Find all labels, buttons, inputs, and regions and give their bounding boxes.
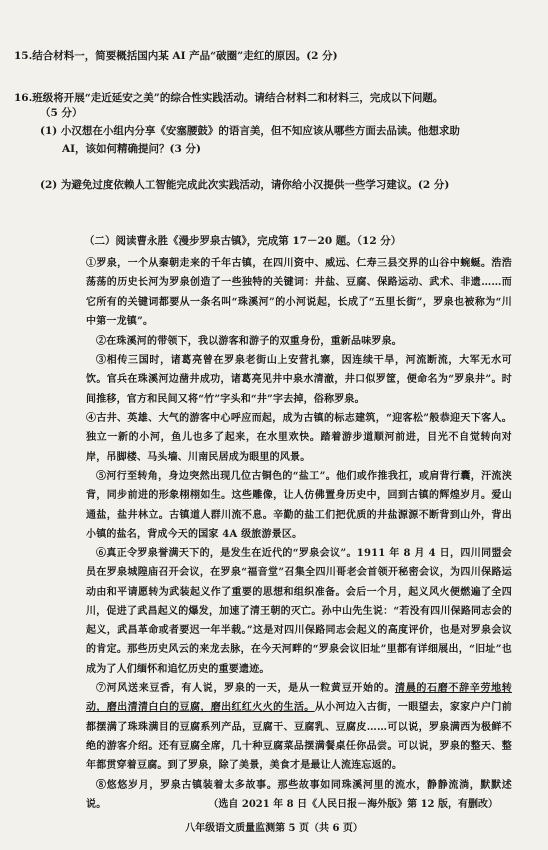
paragraph-7 <box>86 679 512 775</box>
question-16-sub2: (2) 为避免过度依赖人工智能完成此次实践活动，请你给小汉提供一些学习建议。(2 分) <box>40 179 450 191</box>
paragraph-4: ④古井、英雄、大气的游客中心呼应而起，成为古镇的标志建筑，“迎客松”般恭迎天下客人。独立一新的小河，鱼儿也多了起来，在水里欢快。踏着游步道顺河前进，目光不自觉转向对岸，吊脚楼、马头墙、川南民居成为眼里的风景。 <box>86 413 512 463</box>
article-source: （选自 2021 年 8 日《人民日报－海外版》第 12 版，有删改） <box>208 799 498 810</box>
question-16-stem-line1: 16.班级将开展“走近延安之美”的综合性实践活动。请结合材料二和材料三，完成以下问题。 <box>14 92 444 104</box>
page-footer: 八年级语文质量监测第 5 页（共 6 页） <box>185 823 363 834</box>
paragraph-3: ③相传三国时，诸葛亮曾在罗泉老街山上安营扎寨，因连续干旱，河流断流，大军无水可饮。官兵在珠溪河边凿井成功，诸葛亮见井中泉水清澈，井口似罗筐，便命名为“罗泉井”。时间推移，官方和民间又将“竹”字头和“井”字去掉，俗称罗泉。 <box>86 355 512 405</box>
paragraph-1: ①罗泉，一个从秦朝走来的千年古镇，在四川资中、威远、仁寿三县交界的山谷中蜿蜒。浩浩荡荡的历史长河为罗泉创造了一些独特的关键词：井盐、豆腐、保路运动、武术、非遗……而它所有的关键词都要从一条名叫“珠溪河”的小河说起，长成了“五里长街”，罗泉也被称为“川中第一龙镇”。 <box>86 258 512 327</box>
underlined-sentence: 清晨的石磨不辞辛劳地转动，磨出清清白白的豆腐，磨出红红火火的生活。 <box>86 683 513 714</box>
question-15: 15.结合材料一，简要概括国内某 AI 产品“破圈”走红的原因。(2 分) <box>14 50 338 62</box>
paragraph-5: ⑤河行至转角，身边突然出现几位古铜色的“盐工”。他们或作推我扛，或肩背行囊，汗流浃背，同步前进的形象栩栩如生。这些雕像，让人仿佛置身历史中，回到古镇的辉煌岁月。爱山通盐，盐井林立。古镇道人群川流不息。辛勤的盐工们把优质的井盐源源不断背到山外，背出小镇的盐名，背成今天的国家 4A 级旅游景区。 <box>86 471 512 540</box>
paragraph-6: ⑥真正令罗泉誉满天下的，是发生在近代的“罗泉会议”。1911 年 8 月 4 日，四川同盟会员在罗泉城隍庙召开会议，在罗泉“福音堂”召集全四川哥老会首领开秘密会议，为四川保路运动由和平请愿转为武装起义作了重要的思想和组织准备。会后一个月，起义风火便燃遍了全四川，促进了武昌起义的爆发，加速了清王朝的灭亡。孙中山先生说：“若没有四川保路同志会的起义，武昌革命或者要迟一年半载。”这是对四川保路同志会起义的高度评价，也是对罗泉会议的肯定。那些历史风云的来龙去脉，在今天河畔的“罗泉会议旧址”里都有详细展出，“旧址”也成为了人们缅怀和追忆历史的重要遗迹。 <box>86 548 512 675</box>
reading-section-title: （二）阅读曹永胜《漫步罗泉古镇》，完成第 17－20 题。（12 分） <box>84 235 402 247</box>
question-16-stem-line2: （5 分） <box>40 107 83 119</box>
question-16-sub1-line1: (1) 小汉想在小组内分享《安塞腰鼓》的语言美，但不知应该从哪些方面去品读。他想求助 <box>40 125 460 137</box>
paragraph-7-text: ⑦河风送来豆香，有人说，罗泉的一天，是从一粒黄豆开始的。清晨的石磨不辞辛劳地转动，磨出清清白白的豆腐，磨出红红火火的生活。从小河边入古街，一眼望去，家家户户门前都摆满了珠珠满目的豆腐系列产品，豆腐干、豆腐乳、豆腐皮……可以说，罗泉满西为极鲜不绝的游客介绍。还有豆腐全席，几十种豆腐菜品摆满餐桌任你品尝。可以说，罗泉的整天、整年都贯穿着豆腐。到了罗泉，除了美景，美食才是最让人流连忘返的。 <box>86 683 513 772</box>
paragraph-8: ⑧悠悠岁月，罗泉古镇装着太多故事。那些故事如同珠溪河里的流水，静静流淌，默默述说。 <box>86 780 512 811</box>
question-16-sub1-line2: AI，该如何精确提问？(3 分) <box>62 143 201 155</box>
paragraph-2: ②在珠溪河的带领下，我以游客和游子的双重身份，重新品味罗泉。 <box>96 336 402 347</box>
